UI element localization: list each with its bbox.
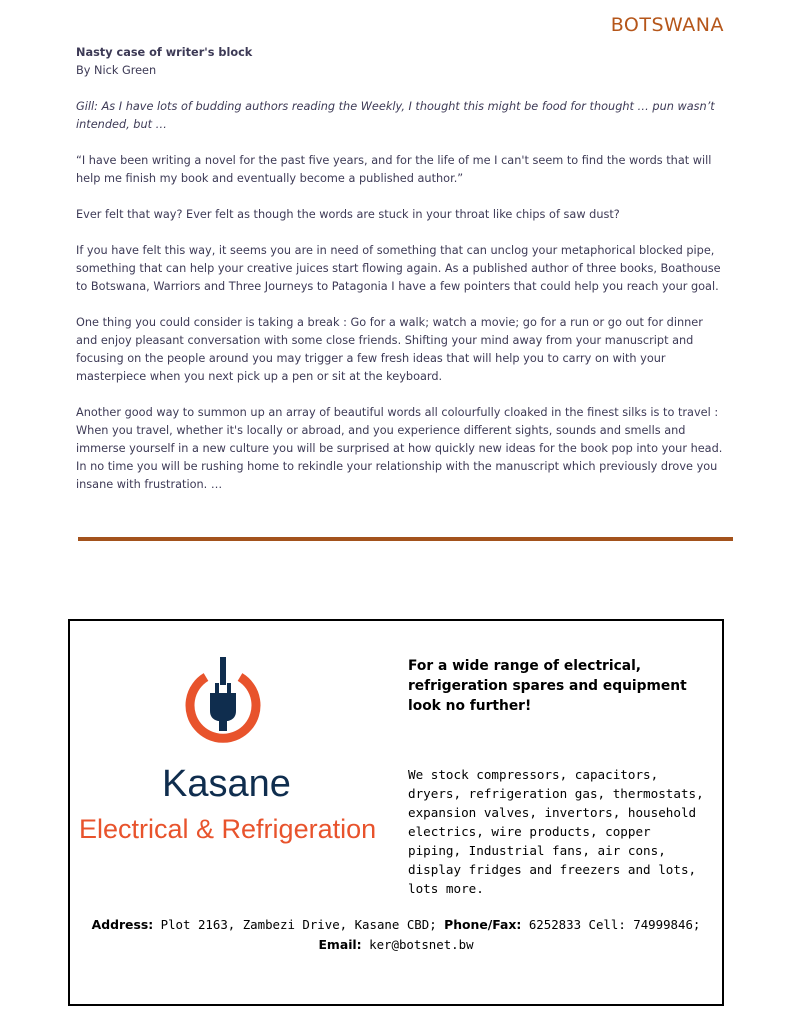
article-paragraph: Another good way to summon up an array of beautiful words all colourfully cloaked in the finest silks is to travel : When you travel, whether it's locally or abroad, and you experience different sights, sounds and smells and immerse yourself in a new culture you will be surprised at how quickly new ideas for the book pop into your head. In no time you will be rushing home to rekindle your relationship with the manuscript which previously drove you insane with frustration. … [76, 406, 723, 491]
article-intro: Gill: As I have lots of budding authors reading the Weekly, I thought this might be food for thought … pun wasn’t intended, but … [76, 100, 715, 131]
article-paragraph: One thing you could consider is taking a break : Go for a walk; watch a movie; go for a run or go out for dinner and enjoy pleasant conversation with some close friends. Shifting your mind away from your manuscript and focusing on the people around you may trigger a few fresh ideas that will help you to carry on with your masterpiece when you next pick up a pen or sit at the keyboard. [76, 316, 703, 383]
brand-subtitle: Electrical & Refrigeration [79, 814, 377, 844]
power-plug-icon [182, 655, 264, 755]
article [76, 44, 726, 512]
ad-body: We stock compressors, capacitors, dryers, refrigeration gas, thermostats, expansion valves, invertors, household electrics, wire products, copper piping, Industrial fans, air cons, display fridges and freezers and lots, lots more. [408, 767, 704, 896]
phone-label: Phone/Fax: [444, 917, 522, 932]
ad-contact [70, 915, 722, 955]
brand-name: Kasane [162, 763, 291, 805]
email-label: Email: [318, 937, 362, 952]
ad-headline: For a wide range of electrical, refrigeration spares and equipment look no further! [408, 658, 687, 714]
section-divider [78, 537, 733, 541]
address-value: Plot 2163, Zambezi Drive, Kasane CBD; [160, 917, 437, 932]
article-title: Nasty case of writer's block [76, 46, 253, 59]
contact-line-2 [70, 935, 722, 955]
article-paragraph: If you have felt this way, it seems you are in need of something that can unclog your metaphorical blocked pipe, something that can help your creative juices start flowing again. As a published author of three books, Boathouse to Botswana, Warriors and Three Journeys to Patagonia I have a few pointers that could help you reach your goal. [76, 244, 721, 293]
section-header: BOTSWANA [610, 14, 724, 36]
email-value[interactable]: ker@botsnet.bw [369, 937, 474, 952]
article-paragraph: Ever felt that way? Ever felt as though the words are stuck in your throat like chips of saw dust? [76, 208, 620, 221]
advertisement [68, 619, 724, 1006]
article-paragraph: “I have been writing a novel for the past five years, and for the life of me I can't seem to find the words that will help me finish my book and eventually become a published author.” [76, 154, 712, 185]
article-byline: By Nick Green [76, 64, 157, 77]
address-label: Address: [91, 917, 154, 932]
phone-value: 6252833 Cell: 74999846; [528, 917, 701, 932]
contact-line-1 [70, 915, 722, 935]
